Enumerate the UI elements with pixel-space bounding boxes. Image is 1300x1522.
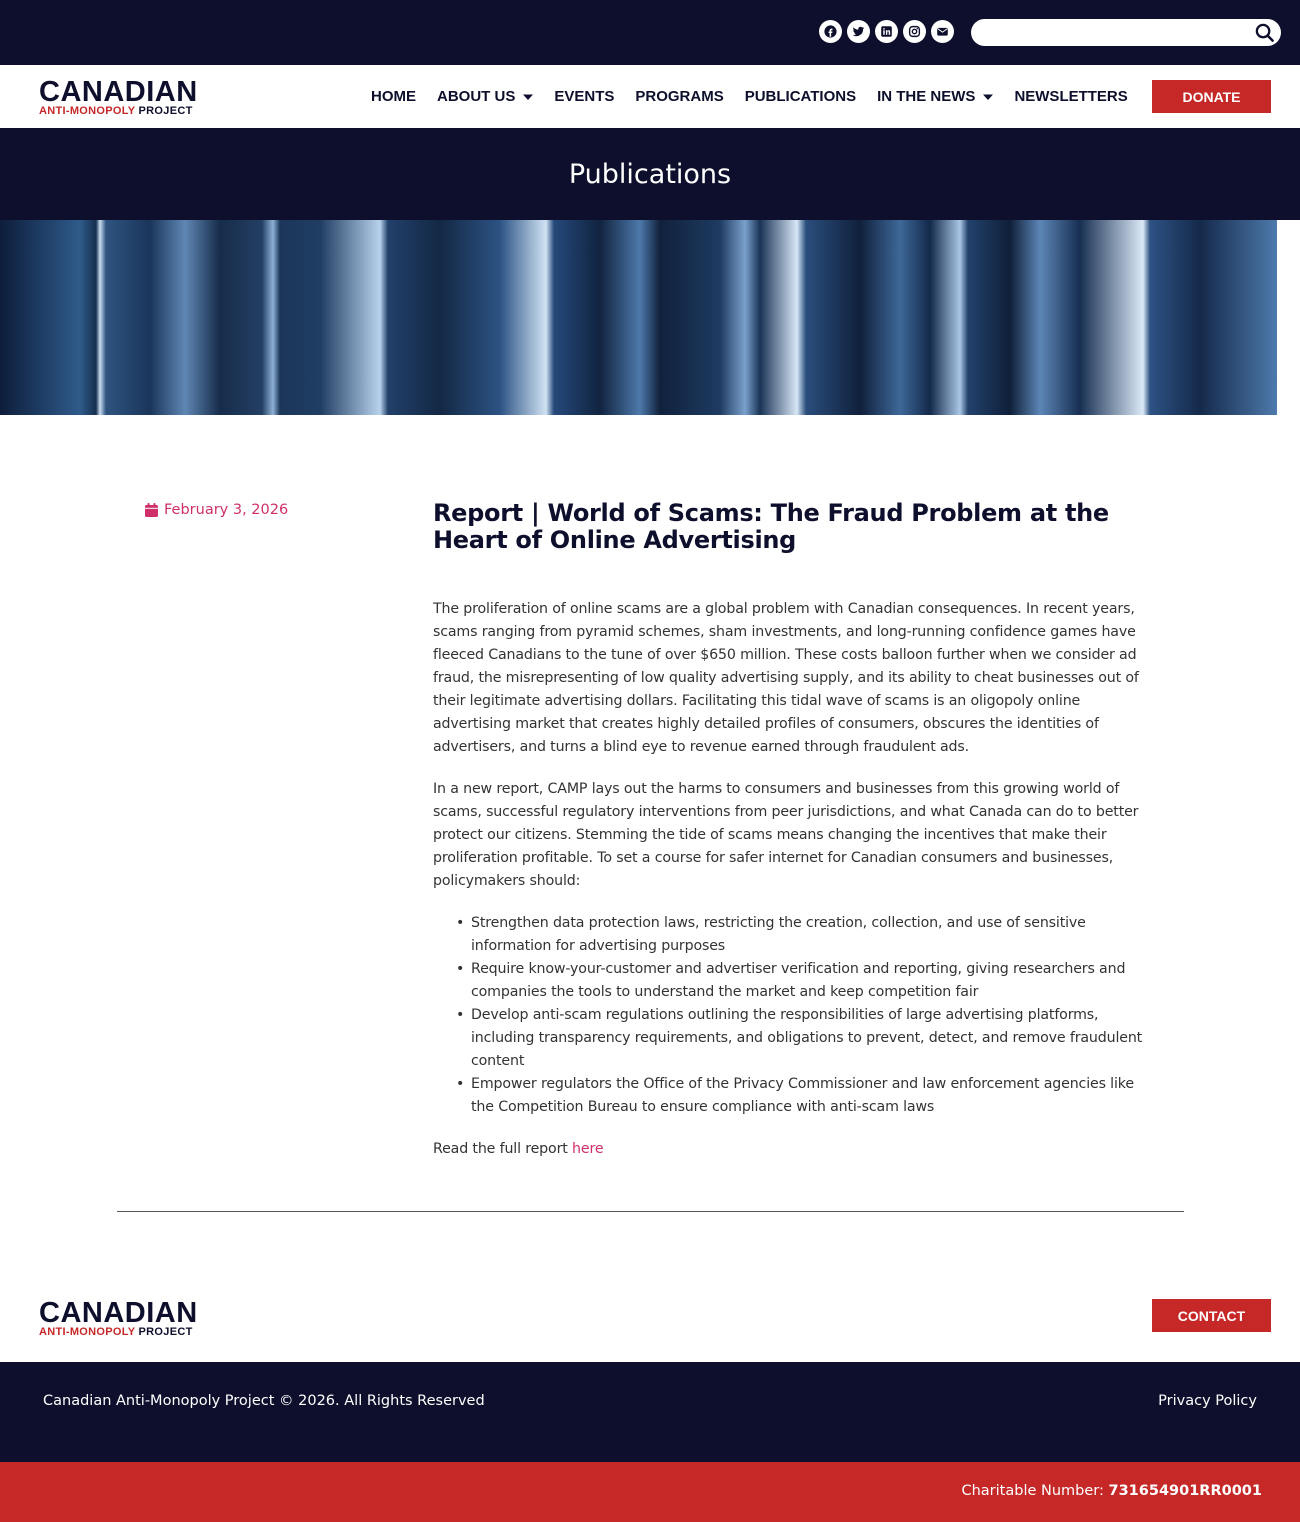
nav-item-newsletters[interactable] <box>1014 88 1127 105</box>
caret-down-icon <box>523 92 533 102</box>
envelope-icon[interactable] <box>931 20 954 43</box>
footer-logo[interactable] <box>39 1297 209 1338</box>
facebook-icon[interactable] <box>819 20 842 43</box>
twitter-icon[interactable] <box>847 20 870 43</box>
divider <box>117 1211 1184 1212</box>
search-box <box>971 19 1281 46</box>
logo-line-2-red: ANTI-MONOPOLY <box>39 105 136 117</box>
logo-line-2 <box>39 1326 209 1338</box>
article-title: Report | World of Scams: The Fraud Problem at the Heart of Online Advertising <box>433 499 1109 554</box>
post-date-text: February 3, 2026 <box>164 502 289 518</box>
article <box>433 500 1145 1161</box>
read-full-report <box>433 1138 1145 1161</box>
nav-item-about-us[interactable] <box>437 88 533 105</box>
site-header <box>0 65 1300 128</box>
logo-line-1: CANADIAN <box>39 76 198 108</box>
nav-item-publications[interactable] <box>745 88 856 105</box>
charitable-number <box>961 1483 1262 1499</box>
post-date <box>145 502 288 518</box>
copyright-text: Canadian Anti-Monopoly Project © 2026. All Rights Reserved <box>43 1393 485 1409</box>
nav-item-label: NEWSLETTERS <box>1014 88 1128 105</box>
site-logo[interactable] <box>39 76 209 117</box>
nav-item-programs[interactable] <box>635 88 723 105</box>
main-nav <box>371 65 1149 128</box>
list-item: • Empower regulators the Office of the Privacy Commissioner and law enforcement agencies like the Competition Bureau to ensure compliance with anti-scam laws <box>471 1073 1145 1119</box>
nav-item-in-the-news[interactable] <box>877 88 993 105</box>
hero-banner-image <box>0 220 1277 415</box>
instagram-icon[interactable] <box>903 20 926 43</box>
charitable-number-value: 731654901RR0001 <box>1108 1483 1262 1499</box>
contact-button[interactable]: CONTACT <box>1152 1299 1271 1332</box>
recommendations-list <box>471 912 1145 1119</box>
top-utility-bar <box>0 0 1300 65</box>
search-input[interactable] <box>983 23 1243 42</box>
nav-item-label: ABOUT US <box>437 88 516 105</box>
search-icon[interactable] <box>1254 22 1275 43</box>
page-title-band <box>0 128 1300 220</box>
privacy-policy-link[interactable]: Privacy Policy <box>1158 1393 1257 1409</box>
calendar-icon <box>145 503 158 517</box>
footer-bar <box>0 1362 1300 1462</box>
logo-line-1: CANADIAN <box>39 1297 198 1329</box>
report-link[interactable]: here <box>572 1141 604 1157</box>
nav-item-events[interactable] <box>554 88 614 105</box>
charitable-number-bar <box>0 1462 1300 1522</box>
article-paragraph: In a new report, CAMP lays out the harms to consumers and businesses from this growing world of scams, successful regulatory interventions from peer jurisdictions, and what Canada can do to better protect our citizens. Stemming the tide of scams means changing the incentives that make their proliferation profitable. To set a course for safer internet for Canadian consumers and businesses, policymakers should: <box>433 781 1139 889</box>
donate-button[interactable]: DONATE <box>1152 80 1271 113</box>
nav-item-label: HOME <box>371 88 416 105</box>
nav-item-label: PUBLICATIONS <box>744 88 857 105</box>
linkedin-icon[interactable] <box>875 20 898 43</box>
social-links <box>819 20 954 43</box>
nav-item-label: EVENTS <box>554 88 615 105</box>
article-paragraph: The proliferation of online scams are a global problem with Canadian consequences. In recent years, scams ranging from pyramid schemes, sham investments, and long-running confidence games have fleeced Canadians to the tune of over $650 million. These costs balloon further when we consider ad fraud, the misrepresenting of low quality advertising supply, and its ability to cheat businesses out of their legitimate advertising dollars. Facilitating this tidal wave of scams is an oligopoly online advertising market that creates highly detailed profiles of consumers, obscures the identities of advertisers, and turns a blind eye to revenue earned through fraudulent ads. <box>433 601 1139 755</box>
page-title: Publications <box>568 158 732 190</box>
list-item: • Develop anti-scam regulations outlining the responsibilities of large advertising platforms, including transparency requirements, and obligations to prevent, detect, and remove fraudulent content <box>471 1004 1145 1073</box>
logo-line-2-red: ANTI-MONOPOLY <box>39 1326 136 1338</box>
caret-down-icon <box>983 92 993 102</box>
logo-line-2-navy: PROJECT <box>135 1326 193 1338</box>
nav-item-label: PROGRAMS <box>635 88 724 105</box>
logo-line-2 <box>39 105 209 117</box>
list-item: • Strengthen data protection laws, restricting the creation, collection, and use of sensitive information for advertising purposes <box>471 912 1145 958</box>
nav-item-label: IN THE NEWS <box>877 88 976 105</box>
list-item: • Require know-your-customer and advertiser verification and reporting, giving researchers and companies the tools to understand the market and keep competition fair <box>471 958 1145 1004</box>
logo-line-2-navy: PROJECT <box>135 105 193 117</box>
nav-item-home[interactable] <box>371 88 416 105</box>
read-full-report-text: Read the full report <box>433 1141 573 1157</box>
charitable-number-label: Charitable Number: <box>961 1483 1109 1499</box>
